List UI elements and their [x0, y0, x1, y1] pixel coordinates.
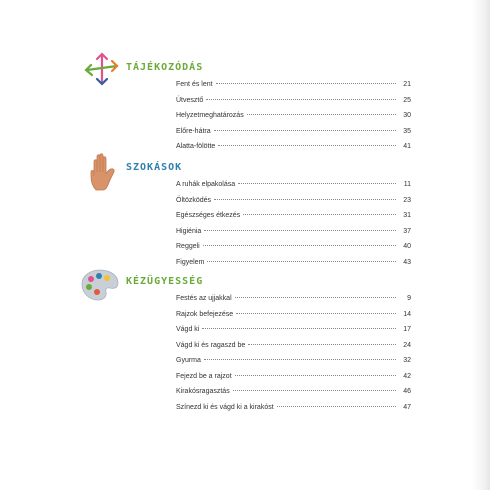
toc-entry[interactable]: Festés az ujjakkal 9	[176, 295, 411, 302]
toc-list	[176, 77, 411, 155]
toc-entry[interactable]: Egészséges étkezés 31	[176, 212, 411, 219]
toc-entry[interactable]: Figyelem 43	[176, 258, 411, 266]
toc-entry[interactable]: Fejezd be a rajzot 42	[176, 372, 411, 380]
paint-palette-icon	[80, 268, 120, 302]
toc-entry[interactable]: Kirakósragasztás 46	[176, 388, 411, 395]
toc-entry[interactable]: Alatta-fölötte 41	[176, 143, 411, 150]
toc-entry[interactable]: Öltözködés 23	[176, 196, 411, 204]
toc-entry[interactable]: Gyurma 32	[176, 357, 411, 364]
section-title: SZOKÁSOK	[126, 162, 183, 173]
toc-entry[interactable]: Reggeli 40	[176, 243, 411, 250]
page-edge-shadow	[472, 0, 490, 490]
toc-entry[interactable]: Rajzok befejezése 14	[176, 310, 411, 318]
toc-entry[interactable]: Útvesztő 25	[176, 96, 411, 104]
toc-entry[interactable]: Előre-hátra 35	[176, 127, 411, 135]
toc-entry[interactable]: Helyzetmeghatározás 30	[176, 112, 411, 119]
section-title: KÉZÜGYESSÉG	[126, 276, 204, 287]
toc-list	[176, 291, 411, 415]
toc-entry[interactable]: Vágd ki 17	[176, 326, 411, 333]
hand-icon	[86, 150, 118, 192]
crossed-arrows-icon	[84, 50, 120, 88]
toc-entry[interactable]: Vágd ki és ragaszd be 24	[176, 341, 411, 349]
toc-list	[176, 177, 411, 270]
toc-entry[interactable]: Színezd ki és vágd ki a kirakóst 47	[176, 403, 411, 411]
toc-entry[interactable]: A ruhák elpakolása 11	[176, 181, 411, 188]
toc-entry[interactable]: Higiénia 37	[176, 227, 411, 235]
toc-entry[interactable]: Fent és lent 21	[176, 81, 411, 88]
section-title: TÁJÉKOZÓDÁS	[126, 62, 204, 73]
